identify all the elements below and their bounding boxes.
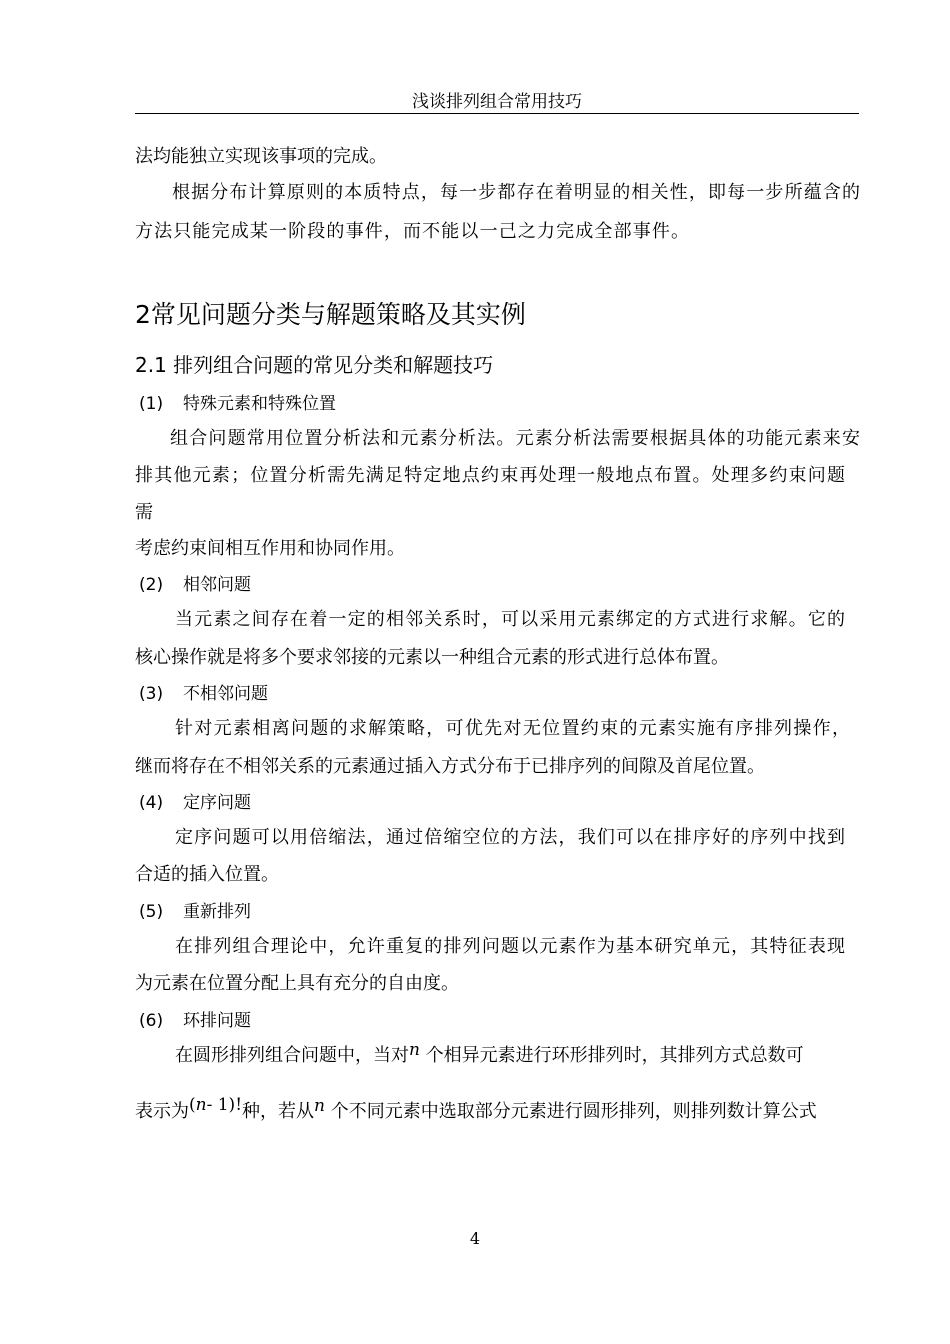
item-number: (2) <box>139 575 164 595</box>
text-run: 表示为 <box>135 1101 189 1122</box>
item-2-line-1: 当元素之间存在着一定的相邻关系时，可以采用元素绑定的方式进行求解。它的 <box>175 609 845 630</box>
item-6-line-1 <box>175 1040 845 1069</box>
text-run: 个相异元素进行环形排列时，其排列方式总数可 <box>425 1045 804 1066</box>
section-heading: 2常见问题分类与解题策略及其实例 <box>135 300 526 329</box>
item-label: 特殊元素和特殊位置 <box>183 394 336 414</box>
text-run: 种，若从 <box>242 1101 315 1122</box>
intro-line-1: 法均能独立实现该事项的完成。 <box>135 146 387 167</box>
item-heading-5 <box>139 899 251 925</box>
page-number: 4 <box>469 1229 481 1248</box>
math-expression: (n- 1)! <box>189 1095 243 1115</box>
header-rule <box>135 113 859 114</box>
item-heading-3 <box>139 681 268 707</box>
item-2-line-2: 核心操作就是将多个要求邻接的元素以一种组合元素的形式进行总体布置。 <box>135 647 729 668</box>
item-heading-2 <box>139 572 251 598</box>
item-number: (3) <box>139 684 164 704</box>
math-variable-n: n <box>195 1095 207 1115</box>
item-3-line-1: 针对元素相离问题的求解策略，可优先对无位置约束的元素实施有序排列操作， <box>175 718 850 739</box>
item-5-line-2: 为元素在位置分配上具有充分的自由度。 <box>135 973 459 994</box>
item-heading-1 <box>139 391 336 417</box>
item-6-line-2 <box>135 1095 860 1125</box>
item-1-line-1: 组合问题常用位置分析法和元素分析法。元素分析法需要根据具体的功能元素来安 <box>170 428 860 449</box>
item-4-line-1: 定序问题可以用倍缩法，通过倍缩空位的方法，我们可以在排序好的序列中找到 <box>175 827 845 848</box>
item-heading-4 <box>139 790 251 816</box>
running-header: 浅谈排列组合常用技巧 <box>412 92 582 112</box>
item-1-line-3: 需 <box>135 502 153 523</box>
item-label: 环排问题 <box>183 1011 251 1031</box>
subsection-heading: 2.1 排列组合问题的常见分类和解题技巧 <box>135 353 494 377</box>
math-variable: n <box>409 1040 420 1060</box>
item-number: (1) <box>139 394 164 414</box>
item-1-line-4: 考虑约束间相互作用和协同作用。 <box>135 538 405 559</box>
text-run: 个不同元素中选取部分元素进行圆形排列，则排列数计算公式 <box>330 1101 817 1122</box>
item-4-line-2: 合适的插入位置。 <box>135 864 279 885</box>
item-heading-6 <box>139 1008 251 1034</box>
math-variable: n <box>314 1096 325 1116</box>
item-number: (6) <box>139 1011 164 1031</box>
item-1-line-2: 排其他元素；位置分析需先满足特定地点约束再处理一般地点布置。处理多约束问题 <box>135 465 845 486</box>
item-label: 定序问题 <box>183 793 251 813</box>
text-run: 在圆形排列组合问题中，当对 <box>175 1045 409 1066</box>
item-3-line-2: 继而将存在不相邻关系的元素通过插入方式分布于已排序列的间隙及首尾位置。 <box>135 756 765 777</box>
item-label: 相邻问题 <box>183 575 251 595</box>
intro-line-3: 方法只能完成某一阶段的事件，而不能以一己之力完成全部事件。 <box>135 221 689 242</box>
item-5-line-1: 在排列组合理论中，允许重复的排列问题以元素作为基本研究单元，其特征表现 <box>175 936 845 957</box>
item-label: 重新排列 <box>183 902 251 922</box>
item-number: (4) <box>139 793 164 813</box>
item-label: 不相邻问题 <box>183 684 268 704</box>
item-number: (5) <box>139 902 164 922</box>
intro-line-2: 根据分布计算原则的本质特点，每一步都存在着明显的相关性，即每一步所蕴含的 <box>172 182 860 203</box>
